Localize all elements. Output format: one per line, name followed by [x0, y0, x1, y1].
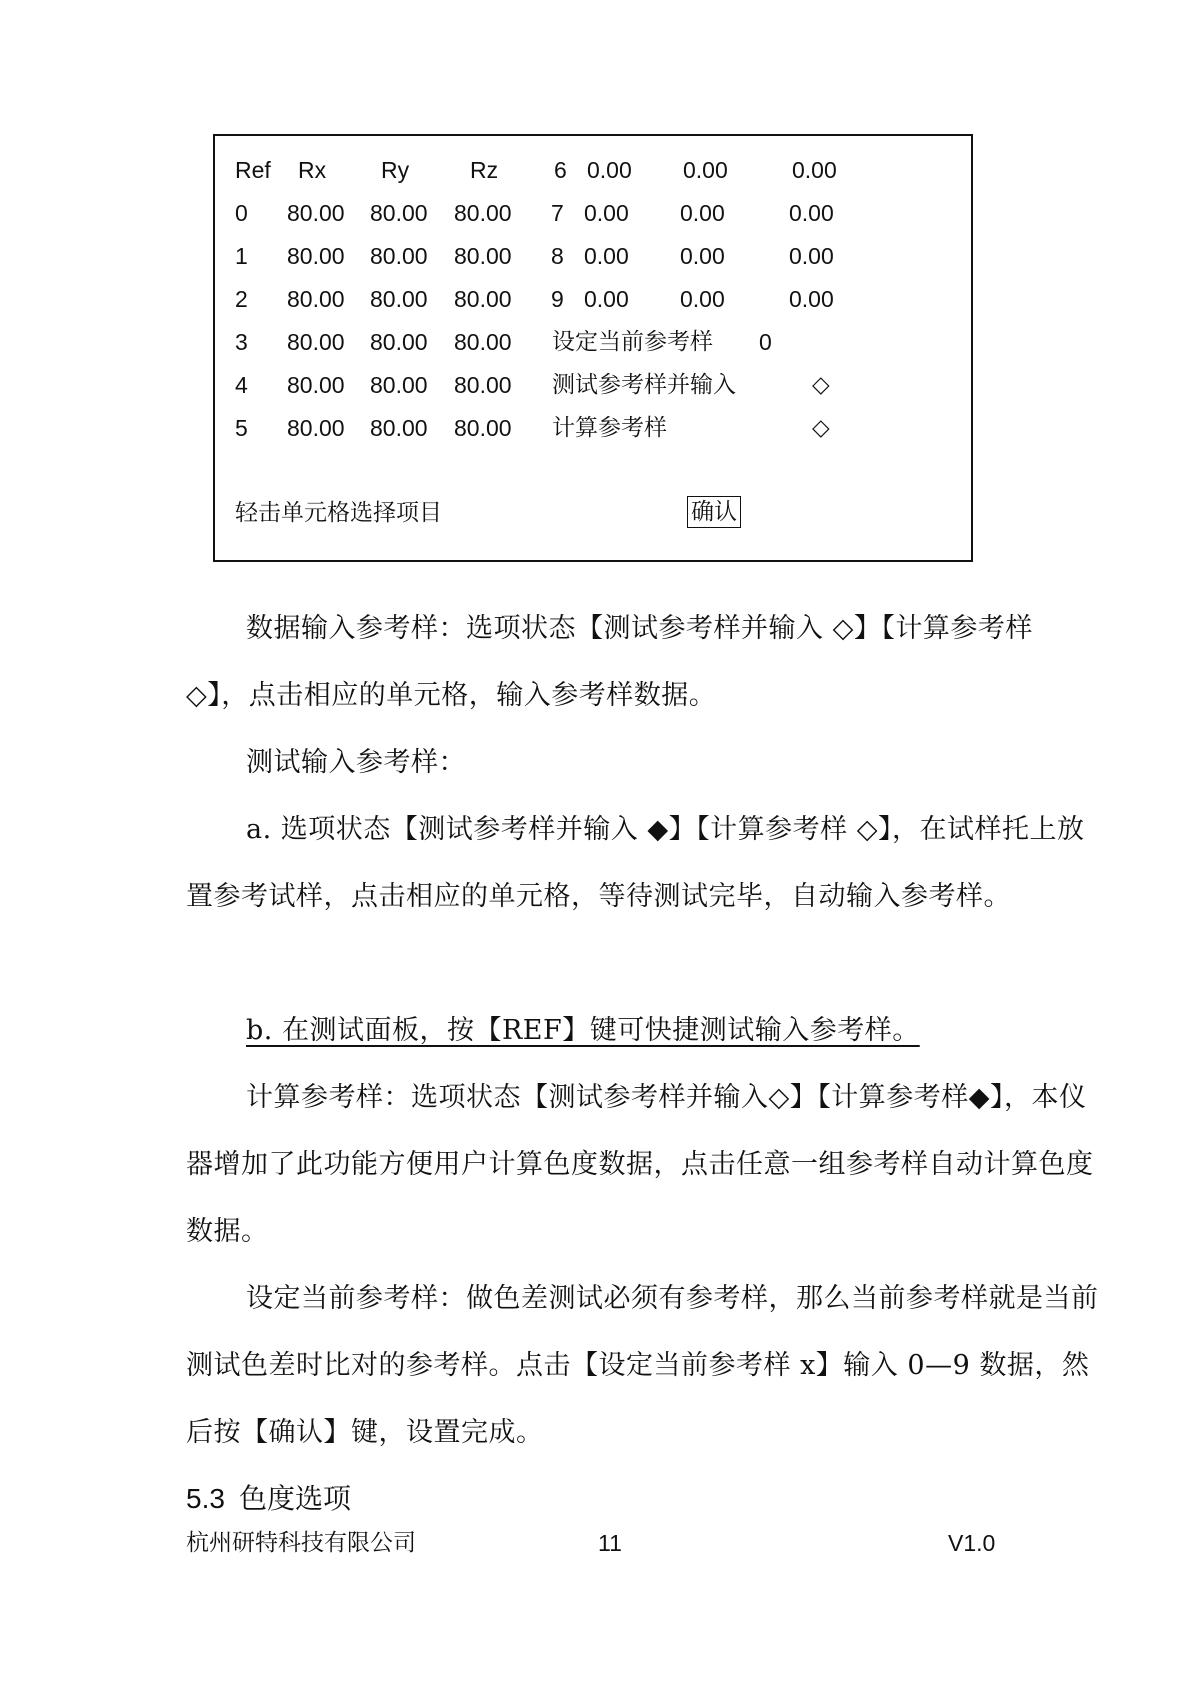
ref-rz-cell[interactable]: 80.00 — [454, 286, 512, 312]
ref-ry-cell[interactable]: 80.00 — [370, 372, 428, 398]
ref-ry-cell[interactable]: 0.00 — [680, 243, 725, 269]
calculate-reference-toggle-icon[interactable]: ◇ — [812, 415, 830, 441]
ref-rz-cell[interactable]: 80.00 — [454, 372, 512, 398]
ref-rx-cell[interactable]: 80.00 — [287, 243, 345, 269]
ref-rx-cell[interactable]: 80.00 — [287, 329, 345, 355]
ref-index-cell[interactable]: 4 — [235, 372, 248, 398]
paragraph-calculate-reference: 计算参考样：选项状态【测试参考样并输入◇】【计算参考样◆】，本仪器增加了此功能方便用户计算色度数据，点击任意一组参考样自动计算色度数据。 — [186, 1082, 1094, 1247]
test-and-input-toggle-icon[interactable]: ◇ — [812, 372, 830, 398]
section-title: 色度选项 — [238, 1482, 351, 1515]
footer-page-number: 11 — [598, 1530, 622, 1556]
ref-ry-cell[interactable]: 80.00 — [370, 286, 428, 312]
ref-rx-cell[interactable]: 0.00 — [584, 286, 629, 312]
ref-index-cell[interactable]: 0 — [235, 200, 248, 226]
paragraph-test-input-b — [186, 997, 1100, 1064]
ref-index-cell[interactable]: 6 — [554, 157, 567, 183]
ref-rx-cell[interactable]: 80.00 — [287, 286, 345, 312]
footer-version: V1.0 — [948, 1530, 996, 1556]
paragraph-data-input: 数据输入参考样：选项状态【测试参考样并输入 ◇】【计算参考样 ◇】，点击相应的单元格，输入参考样数据。 — [186, 613, 1033, 711]
ref-rz-cell[interactable]: 80.00 — [454, 243, 512, 269]
ref-rz-cell[interactable]: 0.00 — [789, 286, 834, 312]
col-header-rx: Rx — [298, 157, 327, 183]
ref-index-cell[interactable]: 2 — [235, 286, 248, 312]
ref-ry-cell[interactable]: 0.00 — [680, 200, 725, 226]
col-header-ry: Ry — [381, 157, 410, 183]
col-header-ref: Ref — [235, 157, 271, 183]
paragraph-test-input-b-text: b. 在测试面板，按【REF】键可快捷测试输入参考样。 — [246, 1015, 920, 1046]
ref-rz-cell[interactable]: 0.00 — [789, 200, 834, 226]
ref-rx-cell[interactable]: 0.00 — [584, 200, 629, 226]
ref-index-cell[interactable]: 1 — [235, 243, 248, 269]
ref-rx-cell[interactable]: 0.00 — [584, 243, 629, 269]
confirm-button[interactable]: 确认 — [687, 496, 741, 528]
set-current-reference-label[interactable]: 设定当前参考样 — [552, 329, 713, 355]
ref-rz-cell[interactable]: 0.00 — [789, 243, 834, 269]
ref-index-cell[interactable]: 3 — [235, 329, 248, 355]
section-heading — [186, 1481, 351, 1517]
ref-rx-cell[interactable]: 80.00 — [287, 200, 345, 226]
ref-rz-cell[interactable]: 80.00 — [454, 329, 512, 355]
ref-index-cell[interactable]: 8 — [551, 243, 564, 269]
set-current-reference-value[interactable]: 0 — [759, 329, 772, 355]
col-header-rz: Rz — [470, 157, 499, 183]
ref-ry-cell[interactable]: 0.00 — [680, 286, 725, 312]
ref-index-cell[interactable]: 7 — [551, 200, 564, 226]
calculate-reference-option-label[interactable]: 计算参考样 — [552, 415, 667, 441]
paragraph-set-current-reference: 设定当前参考样：做色差测试必须有参考样，那么当前参考样就是当前测试色差时比对的参考样。点击【设定当前参考样 x】输入 0—9 数据，然后按【确认】键，设置完成。 — [186, 1283, 1099, 1448]
panel-hint: 轻击单元格选择项目 — [235, 500, 442, 526]
section-number: 5.3 — [186, 1483, 225, 1514]
footer-company: 杭州研特科技有限公司 — [186, 1530, 416, 1556]
ref-index-cell[interactable]: 9 — [551, 286, 564, 312]
ref-ry-cell[interactable]: 80.00 — [370, 329, 428, 355]
ref-index-cell[interactable]: 5 — [235, 415, 248, 441]
ref-rz-cell[interactable]: 80.00 — [454, 415, 512, 441]
ref-ry-cell[interactable]: 80.00 — [370, 243, 428, 269]
ref-ry-cell[interactable]: 80.00 — [370, 415, 428, 441]
ref-rx-cell[interactable]: 80.00 — [287, 372, 345, 398]
paragraph-test-input-heading: 测试输入参考样： — [246, 747, 466, 778]
paragraph-test-input-a: a. 选项状态【测试参考样并输入 ◆】【计算参考样 ◇】，在试样托上放置参考试样，点击相应的单元格，等待测试完毕，自动输入参考样。 — [186, 814, 1085, 912]
ref-ry-cell[interactable]: 80.00 — [370, 200, 428, 226]
ref-ry-cell[interactable]: 0.00 — [683, 157, 728, 183]
ref-rx-cell[interactable]: 0.00 — [587, 157, 632, 183]
ref-rz-cell[interactable]: 0.00 — [792, 157, 837, 183]
ref-rz-cell[interactable]: 80.00 — [454, 200, 512, 226]
reference-sample-panel — [213, 134, 973, 562]
test-and-input-option-label[interactable]: 测试参考样并输入 — [552, 372, 736, 398]
ref-rx-cell[interactable]: 80.00 — [287, 415, 345, 441]
